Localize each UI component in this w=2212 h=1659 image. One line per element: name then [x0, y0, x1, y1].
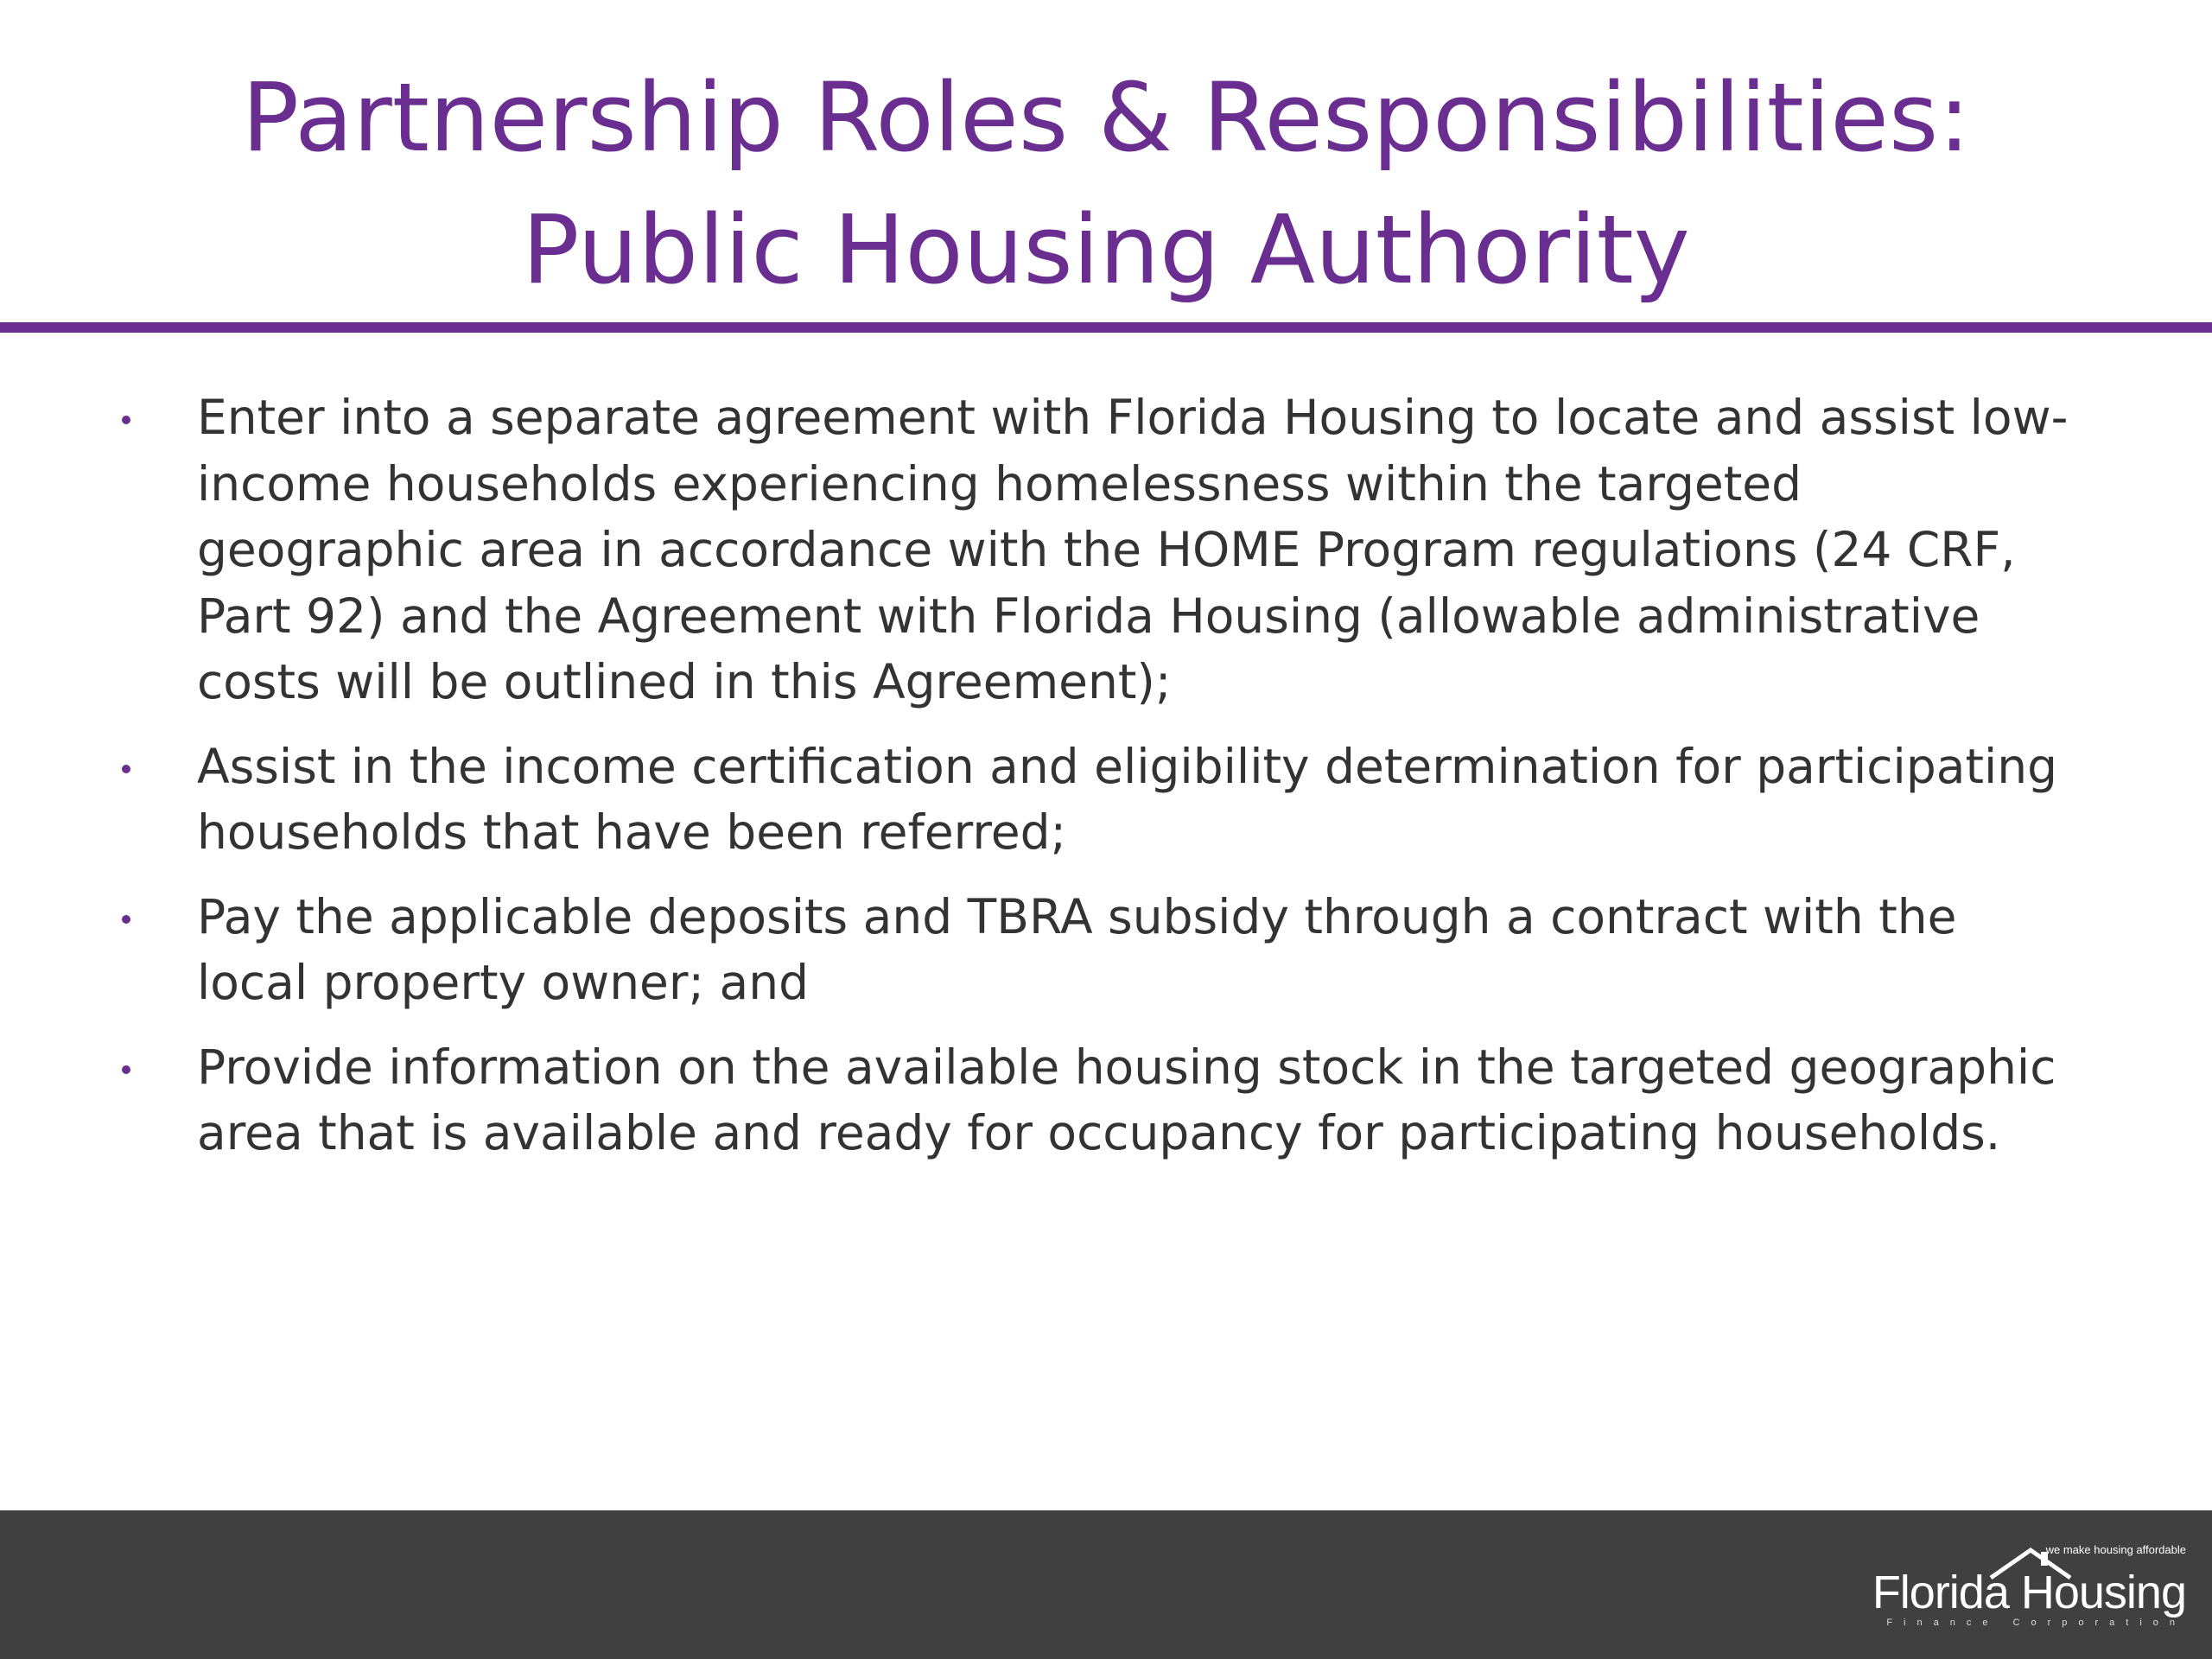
bullet-dot-icon	[122, 915, 130, 924]
bullet-text: Pay the applicable deposits and TBRA subsidy through a contract with the local property owner; and	[197, 888, 1957, 1010]
bullet-item	[0, 385, 2074, 715]
bullet-item	[0, 1034, 2074, 1166]
florida-housing-logo	[1872, 1543, 2186, 1638]
bullet-item	[0, 884, 2074, 1016]
bullet-text: Assist in the income certification and eligibility determination for participating households that have been referred;	[197, 738, 2058, 860]
bullet-text: Enter into a separate agreement with Florida Housing to locate and assist low-income households experiencing homelessness within the targeted geographic area in accordance with the HOME Program regulations (24 CRF, Part 92) and the Agreement with Florida Housing (allowable administrative costs will be outlined in this Agreement);	[197, 390, 2069, 709]
logo-subname: Finance Corporation	[1886, 1618, 2186, 1628]
bullet-dot-icon	[122, 765, 130, 773]
bullet-text: Provide information on the available housing stock in the targeted geographic area that is available and ready for occupancy for participating households.	[197, 1039, 2056, 1160]
bullet-item	[0, 734, 2074, 866]
bullet-dot-icon	[122, 1065, 130, 1074]
bullet-dot-icon	[122, 416, 130, 424]
logo-tagline: we make housing affordable	[2045, 1543, 2186, 1556]
bullet-list	[0, 385, 2212, 1185]
footer-bar	[0, 1510, 2212, 1659]
slide-title-line-1: Partnership Roles & Responsibilities:	[241, 62, 1971, 173]
title-divider	[0, 322, 2212, 333]
slide-title-line-2: Public Housing Authority	[522, 194, 1690, 305]
logo-name: Florida Housing	[1872, 1567, 2186, 1618]
slide-title	[0, 52, 2212, 316]
